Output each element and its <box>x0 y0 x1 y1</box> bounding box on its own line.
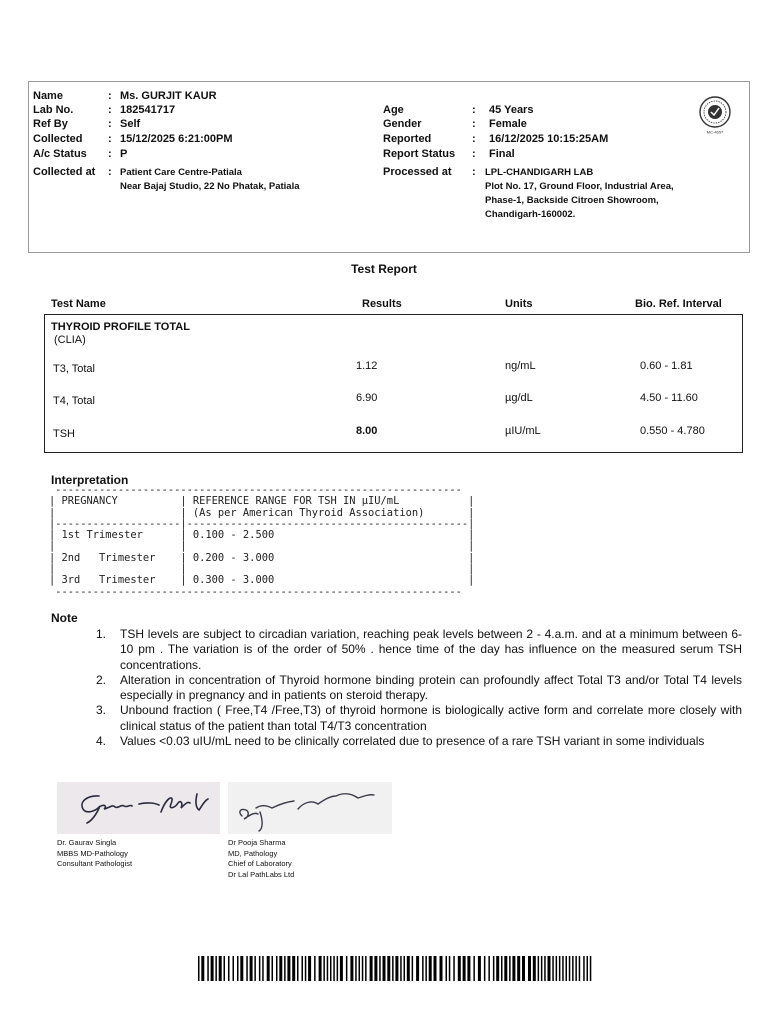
note-number: 1. <box>96 627 107 641</box>
barcode-bar <box>463 956 466 981</box>
barcode <box>198 956 592 981</box>
barcode-bar <box>583 956 585 981</box>
collected-at-address <box>120 166 300 194</box>
collected-value: 15/12/2025 6:21:00PM <box>120 133 233 145</box>
separator: : <box>108 118 112 130</box>
barcode-bar <box>404 956 406 981</box>
separator: : <box>472 133 476 145</box>
barcode-bar <box>201 956 204 981</box>
header-units: Units <box>505 298 533 310</box>
name-label: Name <box>33 90 63 102</box>
barcode-bar <box>562 956 564 981</box>
header-ref-interval: Bio. Ref. Interval <box>635 298 722 310</box>
test-ref-range: 0.60 - 1.81 <box>640 360 693 372</box>
collected-at-line-2: Near Bajaj Studio, 22 No Phatak, Patiala <box>120 181 300 192</box>
report-title: Test Report <box>351 262 417 276</box>
barcode-bar <box>440 956 443 981</box>
test-name: T4, Total <box>53 395 95 407</box>
collected-label: Collected <box>33 133 83 145</box>
test-result: 1.12 <box>356 360 378 372</box>
signatory-2-qualification: MD, Pathology <box>228 848 278 858</box>
note-text: Alteration in concentration of Thyroid hormone binding protein can profoundly affect Total T3 and/or Total T4 levels especially in pregnancy and in patients on steroid therapy. <box>120 672 742 703</box>
barcode-bar <box>250 956 253 981</box>
signature-pooja-sharma <box>228 782 392 834</box>
barcode-bar <box>587 956 589 981</box>
barcode-bar <box>575 956 577 981</box>
barcode-bar <box>370 956 373 981</box>
gender-value: Female <box>489 118 527 130</box>
lab-no-value: 182541717 <box>120 104 176 116</box>
separator: : <box>108 166 112 178</box>
barcode-bar <box>262 956 264 981</box>
separator: : <box>108 133 112 145</box>
barcode-bar <box>346 956 348 981</box>
barcode-bar <box>517 956 520 981</box>
note-number: 2. <box>96 672 107 687</box>
ac-status-value: P <box>120 148 128 160</box>
interpretation-table: ----------------------------------------------------------------- | PREGNANCY | REFERENCE RANGE FOR TSH IN µIU/mL | | | (As per American Thyroid Association) | |--------------------|---------------------------------------------| | 1st Trimester | 0.100 - 2.500 | | | | | 2nd Trimester | 0.200 - 3.000 | | | | | 3rd Trimester | 0.300 - 3.000 | ----------------------------------------------------------------- <box>49 484 475 598</box>
barcode-bar <box>453 956 455 981</box>
barcode-bar <box>279 956 282 981</box>
patient-name: Ms. GURJIT KAUR <box>120 90 217 102</box>
signature-gaurav-singla <box>57 782 220 834</box>
barcode-bar <box>467 956 470 981</box>
barcode-bar <box>215 956 217 981</box>
reported-label: Reported <box>383 133 432 145</box>
test-ref-range: 0.550 - 4.780 <box>640 425 705 437</box>
note-list <box>96 627 742 749</box>
barcode-bar <box>412 956 414 981</box>
note-text: Unbound fraction ( Free,T4 /Free,T3) of thyroid hormone is biologically active form and correlate more closely with clinical status of the patient than total T4/T3 concentration <box>120 703 742 733</box>
barcode-bar <box>198 956 200 981</box>
age-value: 45 Years <box>489 104 534 116</box>
barcode-bar <box>272 956 274 981</box>
barcode-bar <box>224 956 226 981</box>
collected-at-line-1: Patient Care Centre-Patiala <box>120 167 242 178</box>
barcode-bar <box>267 956 270 981</box>
barcode-bar <box>211 956 214 981</box>
report-status-value: Final <box>489 148 515 160</box>
test-unit: µIU/mL <box>505 425 541 437</box>
age-label: Age <box>383 104 404 116</box>
barcode-bar <box>287 956 290 981</box>
barcode-bar <box>400 956 402 981</box>
barcode-bar <box>359 956 361 981</box>
barcode-bar <box>512 956 515 981</box>
signatory-1-designation: Consultant Pathologist <box>57 859 133 868</box>
panel-method: (CLIA) <box>54 334 86 346</box>
ref-by-label: Ref By <box>33 118 68 130</box>
results-table <box>44 314 743 453</box>
barcode-bar <box>425 956 427 981</box>
barcode-bar <box>528 956 531 981</box>
signatory-1-qualification: MBBS MD-Pathology <box>57 848 128 858</box>
gender-label: Gender <box>383 118 422 130</box>
interpretation-title: Interpretation <box>51 473 129 487</box>
barcode-bar <box>314 956 316 981</box>
barcode-bar <box>395 956 398 981</box>
accreditation-seal-icon <box>697 95 733 135</box>
separator: : <box>472 104 476 116</box>
barcode-bar <box>219 956 222 981</box>
barcode-bar <box>541 956 543 981</box>
barcode-bar <box>323 956 325 981</box>
barcode-bar <box>240 956 243 981</box>
test-unit: ng/mL <box>505 360 536 372</box>
separator: : <box>472 166 476 178</box>
barcode-bar <box>365 956 367 981</box>
processed-at-line-4: Chandigarh-160002. <box>485 209 576 220</box>
ac-status-label: A/c Status <box>33 148 87 160</box>
barcode-bar <box>297 956 299 981</box>
barcode-bar <box>387 956 390 981</box>
barcode-bar <box>493 956 495 981</box>
barcode-bar <box>284 956 286 981</box>
note-item <box>96 734 742 749</box>
barcode-bar <box>337 956 339 981</box>
barcode-bar <box>392 956 394 981</box>
note-number: 3. <box>96 703 107 718</box>
barcode-bar <box>292 956 295 981</box>
test-name: T3, Total <box>53 363 95 375</box>
barcode-bar <box>355 956 357 981</box>
barcode-bar <box>254 956 256 981</box>
barcode-bar <box>362 956 364 981</box>
signatory-2-organisation: Dr Lal PathLabs Ltd <box>228 869 295 879</box>
barcode-bar <box>473 956 475 981</box>
separator: : <box>108 90 112 102</box>
barcode-bar <box>501 956 503 981</box>
barcode-bar <box>207 956 209 981</box>
signatory-1-details <box>57 838 132 870</box>
barcode-bar <box>556 956 558 981</box>
barcode-bar <box>379 956 381 981</box>
collected-at-label: Collected at <box>33 166 96 178</box>
processed-at-address <box>485 166 674 222</box>
barcode-bar <box>319 956 322 981</box>
barcode-bar <box>308 956 311 981</box>
note-text: TSH levels are subject to circadian variation, reaching peak levels between 2 - 4.a.m. and at a minimum between 6-10 pm . The variation is of the order of 50% . hence time of the day has influence on the measured serum TSH concentrations. <box>120 627 742 672</box>
barcode-bar <box>446 956 448 981</box>
note-item <box>96 627 742 673</box>
barcode-bar <box>276 956 278 981</box>
signatory-2-details <box>228 838 294 880</box>
barcode-bar <box>305 956 307 981</box>
signatory-2-designation: Chief of Laboratory <box>228 859 292 868</box>
barcode-bar <box>552 956 554 981</box>
processed-at-line-1: LPL-CHANDIGARH LAB <box>485 167 594 178</box>
barcode-bar <box>237 956 239 981</box>
test-ref-range: 4.50 - 11.60 <box>640 392 698 404</box>
barcode-bar <box>333 956 335 981</box>
seal-code: MC-4657 <box>706 129 724 135</box>
separator: : <box>108 104 112 116</box>
ref-by-value: Self <box>120 118 141 130</box>
barcode-bar <box>566 956 568 981</box>
test-unit: µg/dL <box>505 392 533 404</box>
barcode-bar <box>544 956 546 981</box>
reported-value: 16/12/2025 10:15:25AM <box>489 133 609 145</box>
processed-at-line-3: Phase-1, Backside Citroen Showroom, <box>485 195 659 206</box>
barcode-bar <box>488 956 490 981</box>
note-item <box>96 703 742 734</box>
barcode-bar <box>383 956 386 981</box>
barcode-bar <box>533 956 536 981</box>
panel-name: THYROID PROFILE TOTAL <box>51 321 190 333</box>
lab-no-label: Lab No. <box>33 104 74 116</box>
barcode-bar <box>548 956 551 981</box>
separator: : <box>472 148 476 160</box>
barcode-bar <box>350 956 353 981</box>
barcode-bar <box>302 956 304 981</box>
header-test-name: Test Name <box>51 298 106 310</box>
note-item <box>96 673 742 704</box>
barcode-bar <box>259 956 261 981</box>
processed-at-line-2: Plot No. 17, Ground Floor, Industrial Area, <box>485 181 674 192</box>
barcode-bar <box>449 956 451 981</box>
barcode-bar <box>340 956 343 981</box>
barcode-bar <box>572 956 574 981</box>
barcode-bar <box>429 956 432 981</box>
test-name: TSH <box>53 428 75 440</box>
barcode-bar <box>509 956 511 981</box>
separator: : <box>472 118 476 130</box>
barcode-bar <box>407 956 410 981</box>
test-result: 8.00 <box>356 425 378 437</box>
barcode-bar <box>538 956 540 981</box>
barcode-bar <box>504 956 507 981</box>
report-status-label: Report Status <box>383 148 456 160</box>
barcode-bar <box>330 956 332 981</box>
signatory-1-name: Dr. Gaurav Singla <box>57 838 117 847</box>
barcode-bar <box>478 956 481 981</box>
barcode-bar <box>434 956 437 981</box>
note-title: Note <box>51 611 78 625</box>
barcode-bar <box>233 956 235 981</box>
barcode-bar <box>522 956 525 981</box>
barcode-bar <box>579 956 581 981</box>
processed-at-label: Processed at <box>383 166 452 178</box>
barcode-bar <box>374 956 377 981</box>
barcode-bar <box>559 956 561 981</box>
note-text: Values <0.03 uIU/mL need to be clinically correlated due to presence of a rare TSH variant in some individuals <box>120 734 705 749</box>
header-results: Results <box>362 298 402 310</box>
barcode-bar <box>496 956 499 981</box>
barcode-bar <box>327 956 329 981</box>
barcode-bar <box>416 956 419 981</box>
barcode-bar <box>458 956 461 981</box>
barcode-bar <box>590 956 592 981</box>
barcode-bar <box>422 956 424 981</box>
signatory-2-name: Dr Pooja Sharma <box>228 838 286 847</box>
barcode-bar <box>228 956 230 981</box>
test-result: 6.90 <box>356 392 378 404</box>
barcode-bar <box>569 956 571 981</box>
separator: : <box>108 148 112 160</box>
note-number: 4. <box>96 734 107 749</box>
barcode-bar <box>484 956 486 981</box>
barcode-bar <box>246 956 248 981</box>
